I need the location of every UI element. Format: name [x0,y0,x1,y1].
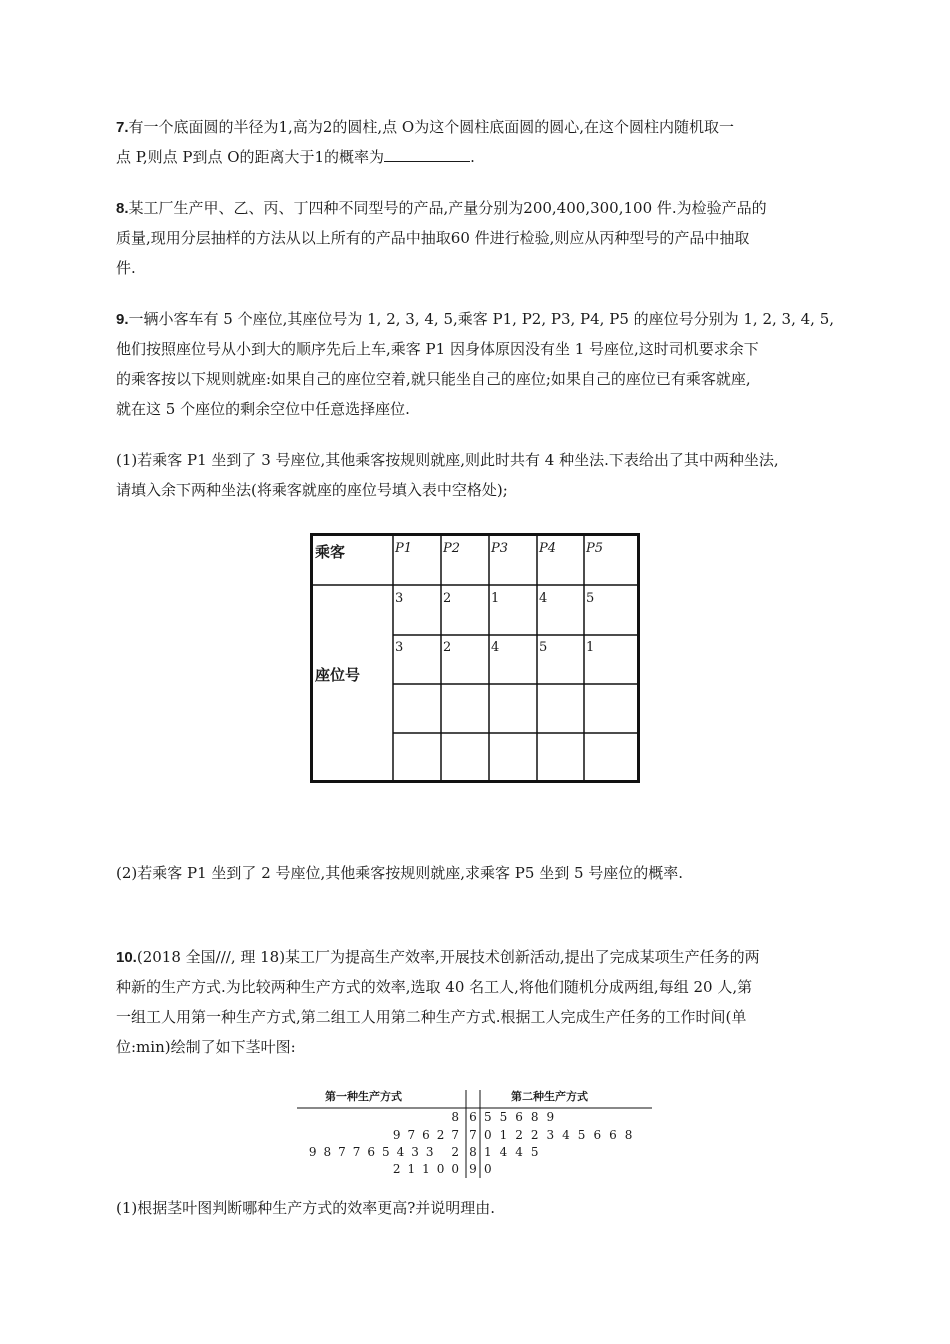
stem-right-leaves: 55689 [484,1110,563,1124]
q7-line2: 点 P,则点 P到点 O的距离大于1的概率为 . [116,148,475,166]
q8-line2: 质量,现用分层抽样的方法从以上所有的产品中抽取60 件进行检验,则应从丙种型号的产品中抽取 [116,229,750,247]
empty-seat-cell[interactable] [584,735,637,780]
stem-leaf-plot [297,1088,657,1178]
stem-left-leaves: 987765433 2 [308,1145,466,1159]
passenger-p5: P5 [586,541,604,556]
seat-cell: 3 [395,591,404,606]
empty-seat-cell[interactable] [537,686,584,733]
empty-seat-cell[interactable] [393,735,441,780]
q10-line4: 位:min)绘制了如下茎叶图: [116,1038,296,1056]
q9-line3: 的乘客按以下规则就座:如果自己的座位空着,就只能坐自己的座位;如果自己的座位已有乘客就座, [116,370,751,388]
stem-right-leaves: 0 [484,1162,500,1176]
stem-left-leaves: 8 [451,1110,466,1124]
passenger-p4: P4 [539,541,557,556]
empty-seat-cell[interactable] [489,735,537,780]
seat-cell: 2 [443,640,452,655]
seating-table [310,533,640,783]
stem-right-leaves: 1445 [484,1145,547,1159]
seat-cell: 5 [539,640,548,655]
empty-seat-cell[interactable] [441,686,489,733]
empty-seat-cell[interactable] [441,735,489,780]
stem-row [297,1162,657,1180]
q8-line3: 件. [116,259,136,277]
stem-row [297,1110,657,1128]
q9-line1: 9.一辆小客车有 5 个座位,其座位号为 1, 2, 3, 4, 5,乘客 P1, P2, P3, P4, P5 的座位号分别为 1, 2, 3, 4, 5, [116,310,835,328]
q8-line1: 8.某工厂生产甲、乙、丙、丁四种不同型号的产品,产量分别为200,400,300,100 件.为检验产品的 [116,199,767,217]
q9-line2: 他们按照座位号从小到大的顺序先后上车,乘客 P1 因身体原因没有坐 1 号座位,这时司机要求余下 [116,340,759,358]
seat-cell: 5 [586,591,595,606]
passenger-p2: P2 [443,541,461,556]
stem-left-header: 第一种生产方式 [325,1090,402,1103]
passenger-header: 乘客 [315,543,346,561]
stem-value: 7 [469,1128,477,1142]
seat-cell: 4 [539,591,548,606]
seat-cell: 1 [491,591,500,606]
stem-left-leaves: 97627 [392,1128,466,1142]
q7-number: 7. [116,119,129,136]
q9-part2: (2)若乘客 P1 坐到了 2 号座位,其他乘客按规则就座,求乘客 P5 坐到 5 号座位的概率. [116,864,684,882]
seat-cell: 1 [586,640,595,655]
stem-left-leaves: 21100 [392,1162,466,1176]
answer-blank[interactable] [384,147,470,162]
q8-number: 8. [116,200,129,217]
q10-line3: 一组工人用第一种生产方式,第二组工人用第二种生产方式.根据工人完成生产任务的工作时间(单 [116,1008,747,1026]
empty-seat-cell[interactable] [393,686,441,733]
stem-value: 9 [469,1162,477,1176]
stem-value: 6 [469,1110,477,1124]
seat-cell: 4 [491,640,500,655]
q9-number: 9. [116,311,129,328]
q9-part1-line2: 请填入余下两种坐法(将乘客就座的座位号填入表中空格处); [116,481,508,499]
passenger-p3: P3 [491,541,509,556]
stem-row [297,1128,657,1146]
passenger-p1: P1 [395,541,413,556]
seat-number-header: 座位号 [315,666,361,684]
q10-number: 10. [116,949,137,966]
seat-cell: 3 [395,640,404,655]
q9-part1-line1: (1)若乘客 P1 坐到了 3 号座位,其他乘客按规则就座,则此时共有 4 种坐法.下表给出了其中两种坐法, [116,451,779,469]
empty-seat-cell[interactable] [584,686,637,733]
empty-seat-cell[interactable] [489,686,537,733]
seat-cell: 2 [443,591,452,606]
empty-seat-cell[interactable] [537,735,584,780]
stem-value: 8 [469,1145,477,1159]
q7-line1: 7.有一个底面圆的半径为1,高为2的圆柱,点 O为这个圆柱底面圆的圆心,在这个圆柱内随机取一 [116,118,734,136]
stem-right-header: 第二种生产方式 [511,1090,588,1103]
stem-row [297,1145,657,1163]
q10-line2: 种新的生产方式.为比较两种生产方式的效率,选取 40 名工人,将他们随机分成两组,每组 20 人,第 [116,978,753,996]
q9-line4: 就在这 5 个座位的剩余空位中任意选择座位. [116,400,410,418]
q10-line1: 10.(2018 全国///, 理 18)某工厂为提高生产效率,开展技术创新活动,提出了完成某项生产任务的两 [116,948,760,966]
q10-part1: (1)根据茎叶图判断哪种生产方式的效率更高?并说明理由. [116,1199,496,1217]
stem-right-leaves: 0122345668 [484,1128,641,1142]
